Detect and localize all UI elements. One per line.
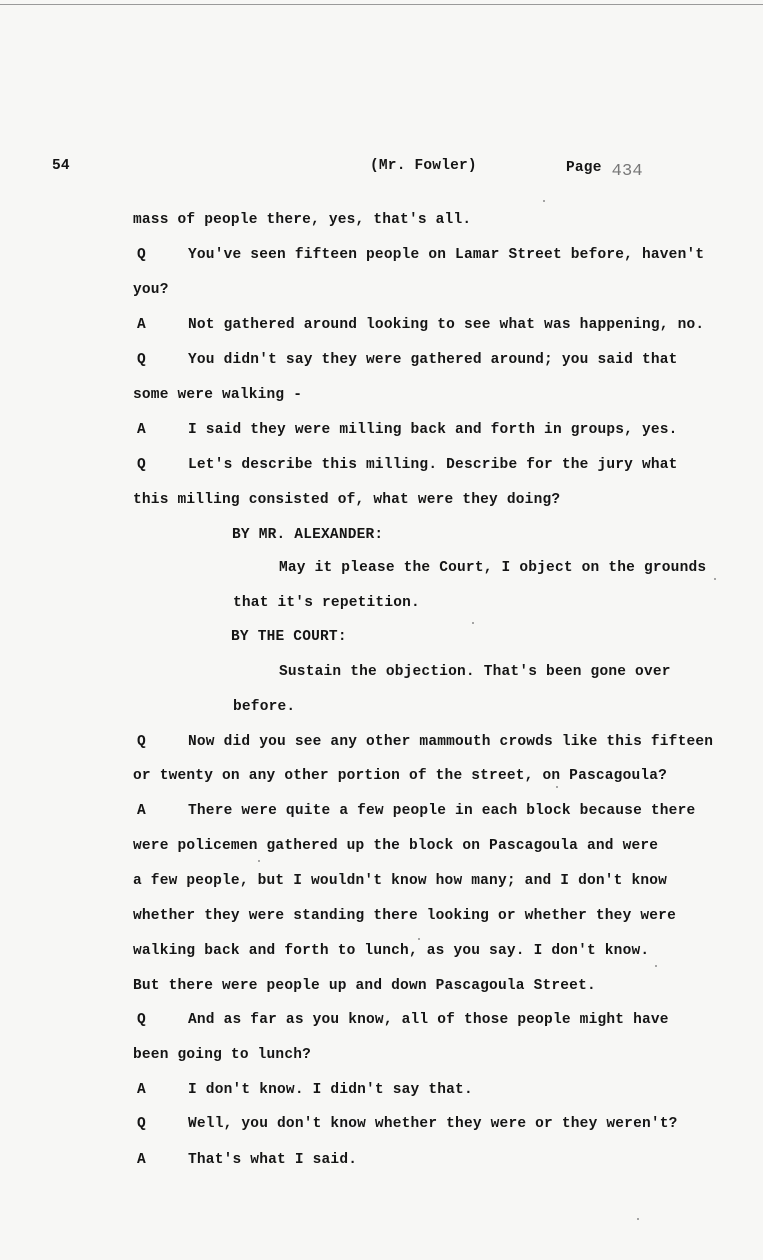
transcript-line: I don't know. I didn't say that. bbox=[188, 1082, 473, 1098]
transcript-line: walking back and forth to lunch, as you say. I don't know. bbox=[133, 943, 650, 959]
transcript-line: There were quite a few people in each block because there bbox=[188, 803, 696, 819]
transcript-line: a few people, but I wouldn't know how many; and I don't know bbox=[133, 873, 668, 889]
page-number: 54 bbox=[52, 158, 70, 174]
speaker-marker: A bbox=[137, 803, 146, 819]
transcript-line: Well, you don't know whether they were or they weren't? bbox=[188, 1116, 678, 1132]
transcript-line: That's what I said. bbox=[188, 1152, 358, 1168]
transcript-line: Let's describe this milling. Describe for the jury what bbox=[188, 457, 678, 473]
transcript-line: whether they were standing there looking or whether they were bbox=[133, 908, 676, 924]
transcript-line: you? bbox=[133, 282, 169, 298]
header-speaker: (Mr. Fowler) bbox=[370, 158, 477, 174]
speaker-marker: Q bbox=[137, 247, 146, 263]
transcript-line: But there were people up and down Pascagoula Street. bbox=[133, 978, 596, 994]
speaker-marker: Q bbox=[137, 1116, 146, 1132]
page-value: 434 bbox=[611, 162, 643, 181]
transcript-line: BY THE COURT: bbox=[231, 629, 347, 645]
transcript-line: Not gathered around looking to see what was happening, no. bbox=[188, 317, 705, 333]
speaker-marker: Q bbox=[137, 352, 146, 368]
transcript-line: And as far as you know, all of those people might have bbox=[188, 1012, 669, 1028]
speaker-marker: A bbox=[137, 1082, 146, 1098]
transcript-line: that it's repetition. bbox=[233, 595, 420, 611]
transcript-line: before. bbox=[233, 699, 296, 715]
transcript-line: were policemen gathered up the block on Pascagoula and were bbox=[133, 838, 659, 854]
transcript-line: You didn't say they were gathered around; you said that bbox=[188, 352, 678, 368]
transcript-line: this milling consisted of, what were they doing? bbox=[133, 492, 561, 508]
transcript-line: some were walking - bbox=[133, 387, 303, 403]
transcript-line: May it please the Court, I object on the grounds bbox=[279, 560, 707, 576]
transcript-line: been going to lunch? bbox=[133, 1047, 312, 1063]
speaker-marker: Q bbox=[137, 1012, 146, 1028]
transcript-line: Sustain the objection. That's been gone over bbox=[279, 664, 671, 680]
transcript-line: or twenty on any other portion of the street, on Pascagoula? bbox=[133, 768, 668, 784]
transcript-line: BY MR. ALEXANDER: bbox=[232, 527, 384, 543]
page-label: Page bbox=[566, 160, 602, 176]
transcript-line: mass of people there, yes, that's all. bbox=[133, 212, 472, 228]
transcript-line: You've seen fifteen people on Lamar Street before, haven't bbox=[188, 247, 705, 263]
transcript-line: Now did you see any other mammouth crowds like this fifteen bbox=[188, 734, 714, 750]
header-page bbox=[566, 158, 643, 181]
speaker-marker: A bbox=[137, 1152, 146, 1168]
speaker-marker: A bbox=[137, 317, 146, 333]
speaker-marker: Q bbox=[137, 457, 146, 473]
speaker-marker: A bbox=[137, 422, 146, 438]
speaker-marker: Q bbox=[137, 734, 146, 750]
top-rule bbox=[0, 4, 763, 5]
transcript-line: I said they were milling back and forth in groups, yes. bbox=[188, 422, 678, 438]
